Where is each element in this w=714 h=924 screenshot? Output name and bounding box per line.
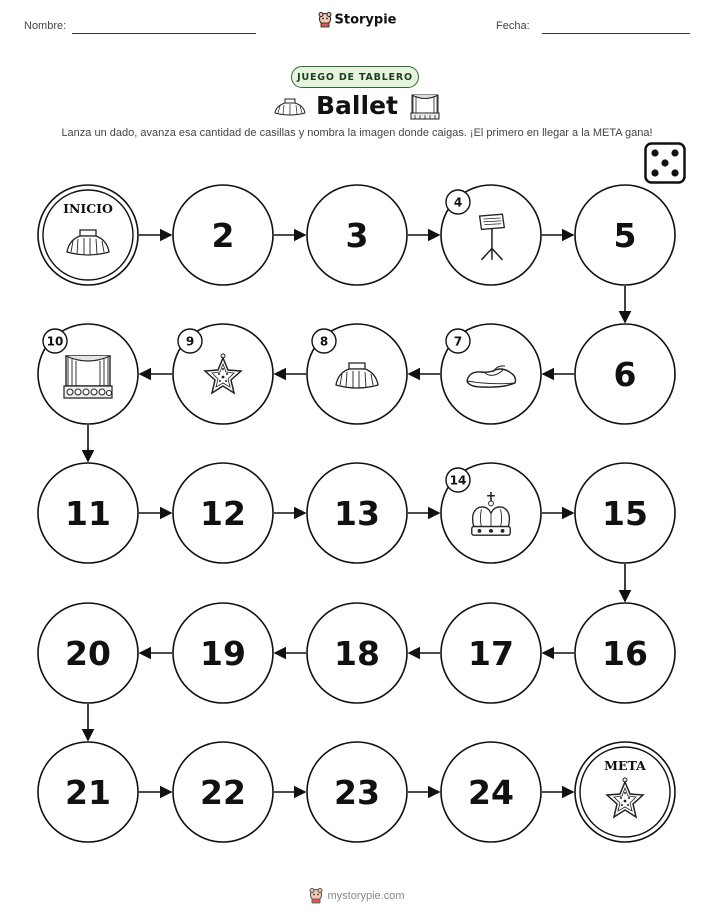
space-number: 20 [65, 634, 111, 673]
space-number: 14 [449, 473, 467, 488]
board-space [441, 742, 541, 842]
space-number: 13 [334, 494, 380, 533]
finish-label: META [604, 758, 646, 773]
board-space [575, 185, 675, 285]
board-space [441, 185, 541, 285]
board-space [307, 185, 407, 285]
board-space [307, 463, 407, 563]
board-space [173, 324, 273, 424]
board-space [441, 324, 541, 424]
space-number: 9 [185, 334, 195, 349]
start-space [38, 185, 138, 285]
footer [0, 888, 714, 904]
space-number: 18 [334, 634, 380, 673]
board-space [38, 603, 138, 703]
name-label: Nombre: [24, 20, 67, 32]
space-number: 4 [453, 195, 463, 210]
space-number: 15 [602, 494, 648, 533]
board-space [173, 603, 273, 703]
board-space [307, 603, 407, 703]
footer-url[interactable]: mystorypie.com [327, 889, 405, 902]
page-title: Ballet [316, 91, 398, 120]
space-number: 21 [65, 773, 111, 812]
space-number: 24 [468, 773, 514, 812]
start-label: INICIO [63, 201, 113, 216]
board-space [441, 603, 541, 703]
space-number: 2 [211, 216, 235, 255]
space-number: 11 [65, 494, 111, 533]
board-space [441, 463, 541, 563]
space-number: 19 [200, 634, 246, 673]
date-label: Fecha: [496, 20, 530, 32]
board-space [38, 324, 138, 424]
board-space [173, 185, 273, 285]
space-number: 17 [468, 634, 514, 673]
storypie-mascot-icon [309, 888, 323, 904]
space-number: 23 [334, 773, 380, 812]
board-space [38, 742, 138, 842]
finish-space [575, 742, 675, 842]
space-number: 7 [453, 334, 463, 349]
space-number: 12 [200, 494, 246, 533]
board-space [575, 603, 675, 703]
space-number: 5 [613, 216, 637, 255]
board-space [307, 742, 407, 842]
instructions-text: Lanza un dado, avanza esa cantidad de casillas y nombra la imagen donde caigas. ¡El primero en llegar a la META gana! [61, 127, 653, 139]
space-number: 3 [345, 216, 369, 255]
space-number: 6 [613, 355, 637, 394]
board-space [575, 324, 675, 424]
theater-stage-icon [64, 356, 112, 398]
game-type-badge: JUEGO DE TABLERO [291, 66, 419, 88]
space-number: 8 [319, 334, 329, 349]
board-space [173, 463, 273, 563]
brand-name: Storypie [334, 12, 397, 28]
space-number: 10 [46, 334, 64, 349]
space-number: 22 [200, 773, 246, 812]
board-space [173, 742, 273, 842]
board-space [575, 463, 675, 563]
space-number: 16 [602, 634, 648, 673]
board-space [307, 324, 407, 424]
board-space [38, 463, 138, 563]
